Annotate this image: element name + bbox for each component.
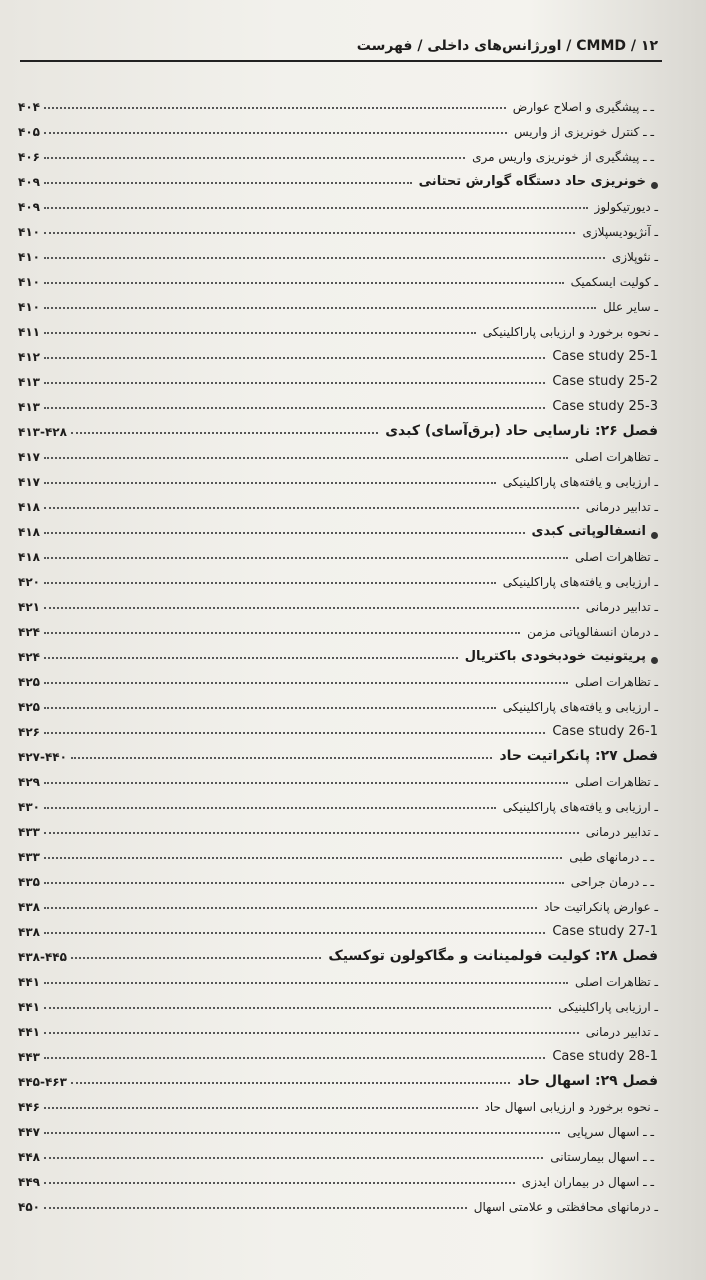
page-number: ۴۲۰ (18, 575, 40, 589)
page-number: ۴۳۸ (18, 900, 40, 914)
entry-title: ـ ـ درمان جراحی (570, 875, 654, 889)
page-number: ۴۳۳ (18, 825, 40, 839)
dot-leader (44, 607, 579, 609)
entry-title: ـ درمان انسفالوپاتی مزمن (527, 625, 658, 639)
bullet-icon (651, 532, 658, 539)
page-range: ۴۴۵-۴۶۳ (18, 1075, 67, 1089)
toc-entry (18, 390, 658, 414)
dot-leader (44, 1157, 543, 1159)
chapter-title: فصل ۲۷: پانکراتیت حاد (499, 748, 658, 764)
toc-entry (18, 1040, 658, 1064)
entry-title: انسفالوپاتی کبدی (531, 524, 646, 539)
dot-leader (44, 357, 545, 359)
dot-leader (44, 1207, 467, 1209)
page-number: ۴۴۶ (18, 1100, 40, 1114)
entry-title: ـ تظاهرات اصلی (574, 975, 658, 989)
entry-title: ـ دیورتیکولوز (594, 200, 658, 214)
page-number: ۴۰۹ (18, 200, 40, 214)
chapter-title: فصل ۲۹: اسهال حاد (517, 1073, 658, 1089)
toc-entry (18, 1015, 658, 1039)
page-number: ۴۴۱ (18, 1000, 40, 1014)
bullet-icon (651, 182, 658, 189)
toc-entry (18, 315, 658, 339)
page-range: ۴۱۳-۴۲۸ (18, 425, 67, 439)
dot-leader (44, 1132, 560, 1134)
page-number: ۴۰۶ (18, 150, 40, 164)
page-number: ۴۲۶ (18, 725, 40, 739)
toc-entry (18, 790, 658, 814)
entry-title: ـ ارزیابی و یافته‌های پاراکلینیکی (502, 700, 658, 714)
dot-leader (71, 757, 493, 759)
dot-leader (44, 1057, 545, 1059)
entry-title: ـ ـ درمانهای طبی (569, 850, 654, 864)
toc-entry (18, 1140, 658, 1164)
toc-entry (18, 340, 658, 364)
dot-leader (71, 432, 378, 434)
dot-leader (44, 257, 605, 259)
page-number: ۴۳۸ (18, 925, 40, 939)
entry-title: Case study 25-1 (552, 349, 658, 364)
dot-leader (44, 1032, 579, 1034)
entry-title: ـ تظاهرات اصلی (574, 550, 658, 564)
chapter-title: فصل ۲۶: نارسایی حاد (برق‌آسای) کبدی (385, 423, 658, 439)
entry-title: ـ ـ پیشگیری و اصلاح عوارض (512, 100, 654, 114)
chapter-entry (18, 940, 658, 964)
dot-leader (44, 632, 520, 634)
dot-leader (44, 1007, 551, 1009)
toc-entry (18, 140, 658, 164)
entry-title: ـ کولیت ایسکمیک (570, 275, 658, 289)
toc-entry (18, 540, 658, 564)
page-number: ۴۱۰ (18, 300, 40, 314)
entry-title: ـ تدابیر درمانی (585, 600, 658, 614)
toc-entry (18, 890, 658, 914)
entry-title: ـ درمانهای محافظتی و علامتی اسهال (473, 1200, 658, 1214)
page-number: ۴۲۴ (18, 650, 40, 664)
dot-leader (44, 482, 496, 484)
entry-title: ـ ـ اسهال سرپایی (567, 1125, 654, 1139)
toc-entry (18, 290, 658, 314)
page-number: ۴۴۱ (18, 975, 40, 989)
page-number: ۴۴۱ (18, 1025, 40, 1039)
dot-leader (44, 732, 545, 734)
page-number: ۴۲۵ (18, 700, 40, 714)
dot-leader (44, 157, 465, 159)
header-rule (20, 60, 662, 62)
page-number: ۴۱۰ (18, 225, 40, 239)
toc-entry (18, 590, 658, 614)
toc-entry (18, 915, 658, 939)
entry-title: پریتونیت خودبخودی باکتریال (464, 649, 646, 664)
toc-entry (18, 115, 658, 139)
dot-leader (44, 907, 537, 909)
toc-entry (18, 765, 658, 789)
chapter-entry (18, 1065, 658, 1089)
toc-entry (18, 565, 658, 589)
page-number: ۴۳۵ (18, 875, 40, 889)
entry-title: ـ ـ کنترل خونریزی از واریس (513, 125, 654, 139)
entry-title: Case study 25-3 (552, 399, 658, 414)
page-number: ۴۵۰ (18, 1200, 40, 1214)
page-number: ۴۳۰ (18, 800, 40, 814)
toc-entry (18, 190, 658, 214)
entry-title: ـ ارزیابی و یافته‌های پاراکلینیکی (502, 575, 658, 589)
entry-title: Case study 27-1 (552, 924, 658, 939)
dot-leader (44, 457, 568, 459)
dot-leader (44, 532, 525, 534)
entry-title: ـ نحوه برخورد و ارزیابی پاراکلینیکی (482, 325, 658, 339)
toc-entry (18, 1165, 658, 1189)
page-number: ۴۱۷ (18, 450, 40, 464)
page-number: ۴۰۹ (18, 175, 40, 189)
entry-title: ـ تظاهرات اصلی (574, 775, 658, 789)
toc-entry (18, 715, 658, 739)
toc-entry (18, 490, 658, 514)
toc-entry (18, 990, 658, 1014)
bullet-icon (651, 657, 658, 664)
dot-leader (44, 1107, 478, 1109)
entry-title: ـ نحوه برخورد و ارزیابی اسهال حاد (484, 1100, 658, 1114)
page-number: ۴۱۰ (18, 275, 40, 289)
entry-title: ـ آنژیودیسپلازی (582, 225, 658, 239)
page-number: ۴۱۳ (18, 375, 40, 389)
page-number: ۴۱۸ (18, 525, 40, 539)
dot-leader (44, 582, 496, 584)
entry-title: Case study 26-1 (552, 724, 658, 739)
page-number: ۴۱۱ (18, 325, 40, 339)
entry-title: ـ ارزیابی و یافته‌های پاراکلینیکی (502, 800, 658, 814)
chapter-entry (18, 415, 658, 439)
toc-entry (18, 465, 658, 489)
page-number: ۴۰۵ (18, 125, 40, 139)
toc-entry (18, 815, 658, 839)
page-range: ۴۲۷-۴۴۰ (18, 750, 67, 764)
dot-leader (44, 782, 568, 784)
page-number: ۴۱۸ (18, 500, 40, 514)
dot-leader (44, 132, 507, 134)
toc-entry (18, 90, 658, 114)
dot-leader (44, 807, 496, 809)
page-number: ۴۲۴ (18, 625, 40, 639)
chapter-entry (18, 740, 658, 764)
entry-title: ـ ـ اسهال بیمارستانی (550, 1150, 654, 1164)
dot-leader (44, 982, 568, 984)
dot-leader (44, 207, 588, 209)
entry-title: ـ ارزیابی پاراکلینیکی (558, 1000, 658, 1014)
entry-title: ـ ـ پیشگیری از خونریزی واریس مری (472, 150, 654, 164)
dot-leader (44, 107, 506, 109)
toc-entry (18, 615, 658, 639)
entry-title: Case study 28-1 (552, 1049, 658, 1064)
toc-entry (18, 1190, 658, 1214)
page-number: ۴۱۳ (18, 400, 40, 414)
page-number: ۴۱۷ (18, 475, 40, 489)
dot-leader (44, 1182, 515, 1184)
toc-entry (18, 865, 658, 889)
page-number: ۴۴۷ (18, 1125, 40, 1139)
toc-entry (18, 265, 658, 289)
entry-title: ـ تدابیر درمانی (585, 500, 658, 514)
toc-entry (18, 690, 658, 714)
dot-leader (44, 507, 579, 509)
page-number: ۴۱۸ (18, 550, 40, 564)
entry-title: ـ سایر علل (602, 300, 658, 314)
entry-title: ـ عوارض پانکراتیت حاد (543, 900, 658, 914)
dot-leader (71, 1082, 511, 1084)
dot-leader (44, 307, 596, 309)
page-number: ۴۱۰ (18, 250, 40, 264)
entry-title: ـ تظاهرات اصلی (574, 675, 658, 689)
dot-leader (44, 557, 568, 559)
page-number: ۴۲۱ (18, 600, 40, 614)
dot-leader (44, 282, 564, 284)
toc-entry (18, 1115, 658, 1139)
dot-leader (44, 707, 496, 709)
dot-leader (44, 332, 476, 334)
toc-entry (18, 515, 658, 539)
dot-leader (44, 657, 458, 659)
page-number: ۴۳۳ (18, 850, 40, 864)
entry-title: ـ تظاهرات اصلی (574, 450, 658, 464)
entry-title: خونریزی حاد دستگاه گوارش تحتانی (418, 174, 646, 189)
dot-leader (44, 382, 545, 384)
page-number: ۴۱۲ (18, 350, 40, 364)
page-number: ۴۰۴ (18, 100, 40, 114)
dot-leader (44, 932, 545, 934)
toc-entry (18, 215, 658, 239)
dot-leader (44, 882, 564, 884)
toc-entry (18, 965, 658, 989)
toc-entry (18, 365, 658, 389)
toc-entry (18, 240, 658, 264)
page-number: ۴۲۵ (18, 675, 40, 689)
entry-title: ـ تدابیر درمانی (585, 825, 658, 839)
page-number: ۴۴۸ (18, 1150, 40, 1164)
dot-leader (71, 957, 321, 959)
dot-leader (44, 182, 412, 184)
dot-leader (44, 407, 545, 409)
running-header: CMMD / ۱۲ / اورژانس‌های داخلی / فهرست (356, 38, 658, 54)
entry-title: ـ ارزیابی و یافته‌های پاراکلینیکی (502, 475, 658, 489)
page-number: ۴۴۳ (18, 1050, 40, 1064)
dot-leader (44, 682, 568, 684)
page-number: ۴۴۹ (18, 1175, 40, 1189)
toc-entry (18, 440, 658, 464)
toc-entry (18, 1090, 658, 1114)
page-number: ۴۲۹ (18, 775, 40, 789)
toc-entry (18, 165, 658, 189)
entry-title: Case study 25-2 (552, 374, 658, 389)
toc-entry (18, 840, 658, 864)
chapter-title: فصل ۲۸: کولیت فولمینانت و مگاکولون توکسیک (328, 948, 658, 964)
entry-title: ـ نئوپلازی (611, 250, 658, 264)
toc-entry (18, 665, 658, 689)
page-range: ۴۳۸-۴۴۵ (18, 950, 67, 964)
entry-title: ـ تدابیر درمانی (585, 1025, 658, 1039)
entry-title: ـ ـ اسهال در بیماران ایدزی (521, 1175, 654, 1189)
dot-leader (44, 857, 562, 859)
dot-leader (44, 832, 579, 834)
toc-entry (18, 640, 658, 664)
dot-leader (44, 232, 575, 234)
